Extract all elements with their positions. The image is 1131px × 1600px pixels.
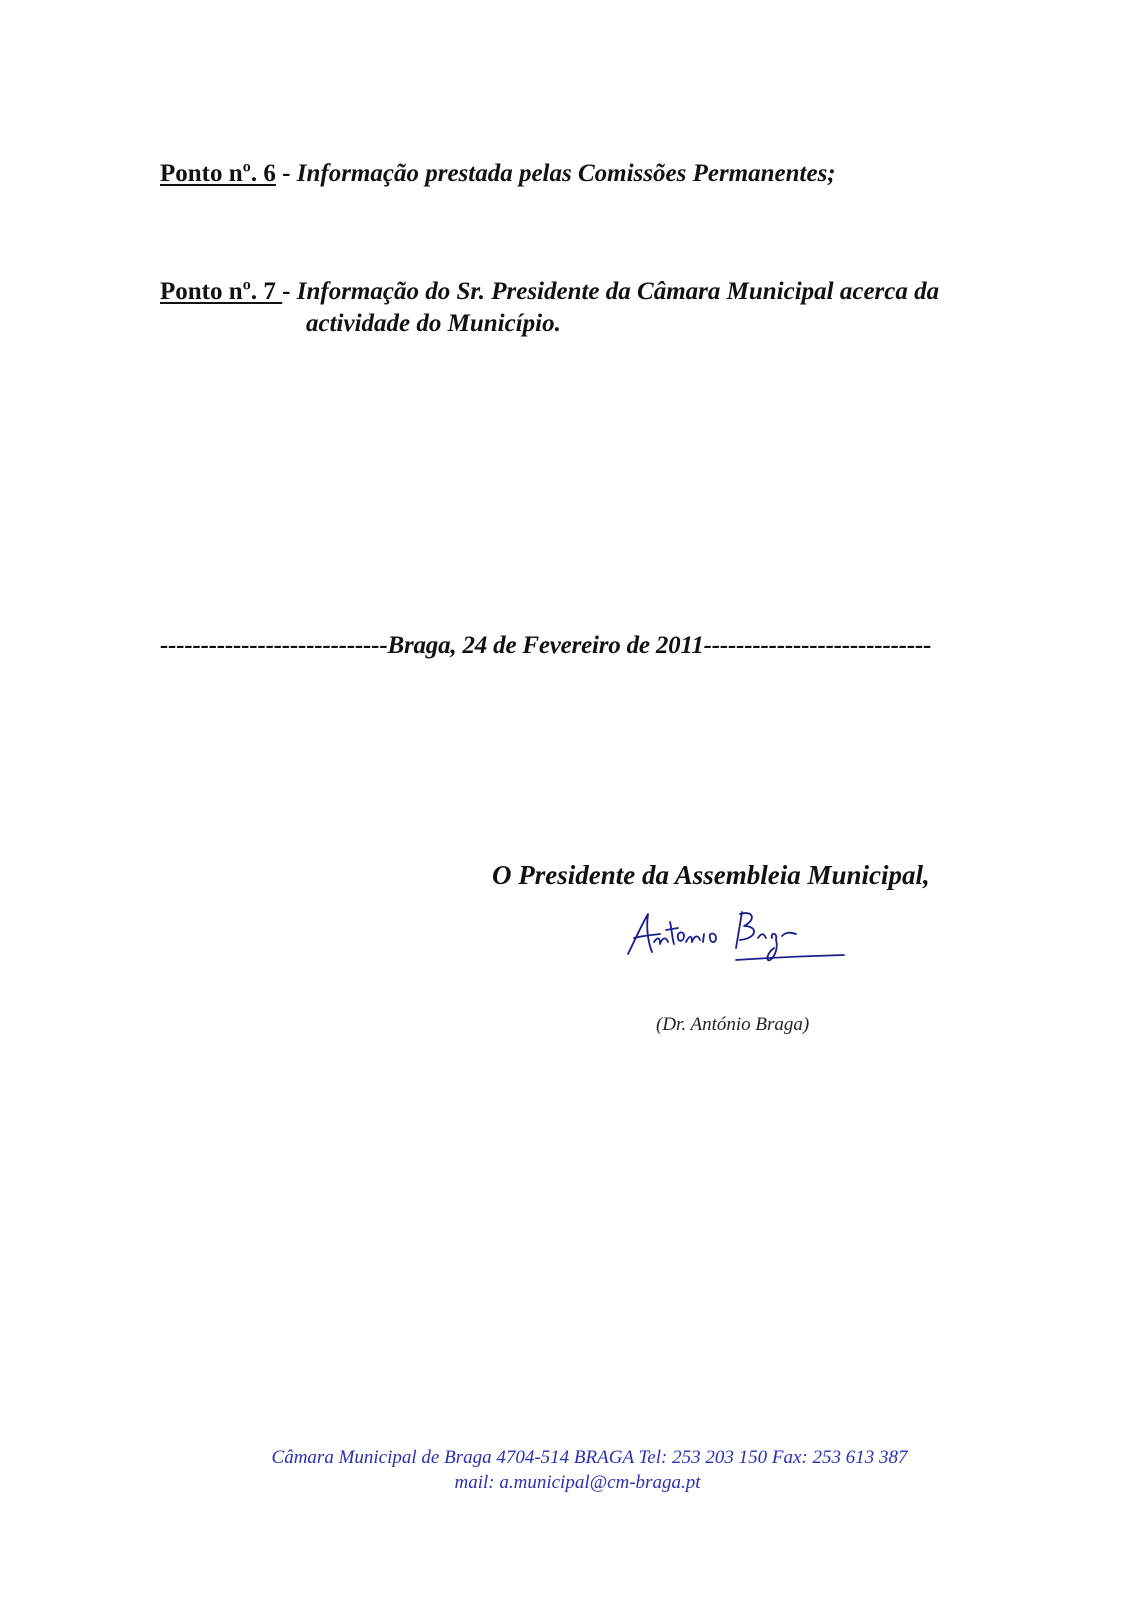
footer-address: Câmara Municipal de Braga 4704-514 BRAGA Tel: 253 203 150 Fax: 253 613 387 [271, 1447, 908, 1468]
agenda-item-6-label: Ponto nº. 6 [160, 160, 276, 187]
footer-mail: mail: a.municipal@cm-braga.pt [454, 1472, 701, 1493]
date-line: ----------------------------Braga, 24 de Fevereiro de 2011---------------------------- [160, 632, 932, 659]
agenda-item-7-label: Ponto nº. 7 [160, 278, 283, 305]
agenda-item-6 [160, 158, 836, 189]
agenda-item-6-separator: - [275, 160, 297, 187]
agenda-item-6-text: Informação prestada pelas Comissões Permanentes; [296, 160, 836, 187]
signatory-name: (Dr. António Braga) [656, 1014, 810, 1035]
handwritten-signature [626, 908, 846, 968]
agenda-item-7-text: Informação do Sr. Presidente da Câmara Municipal acerca da [296, 278, 940, 305]
agenda-item-7-separator: - [282, 278, 297, 305]
signature-title: O Presidente da Assembleia Municipal, [492, 860, 930, 890]
agenda-item-7-continuation: actividade do Município. [306, 310, 561, 337]
agenda-item-7 [160, 276, 939, 307]
